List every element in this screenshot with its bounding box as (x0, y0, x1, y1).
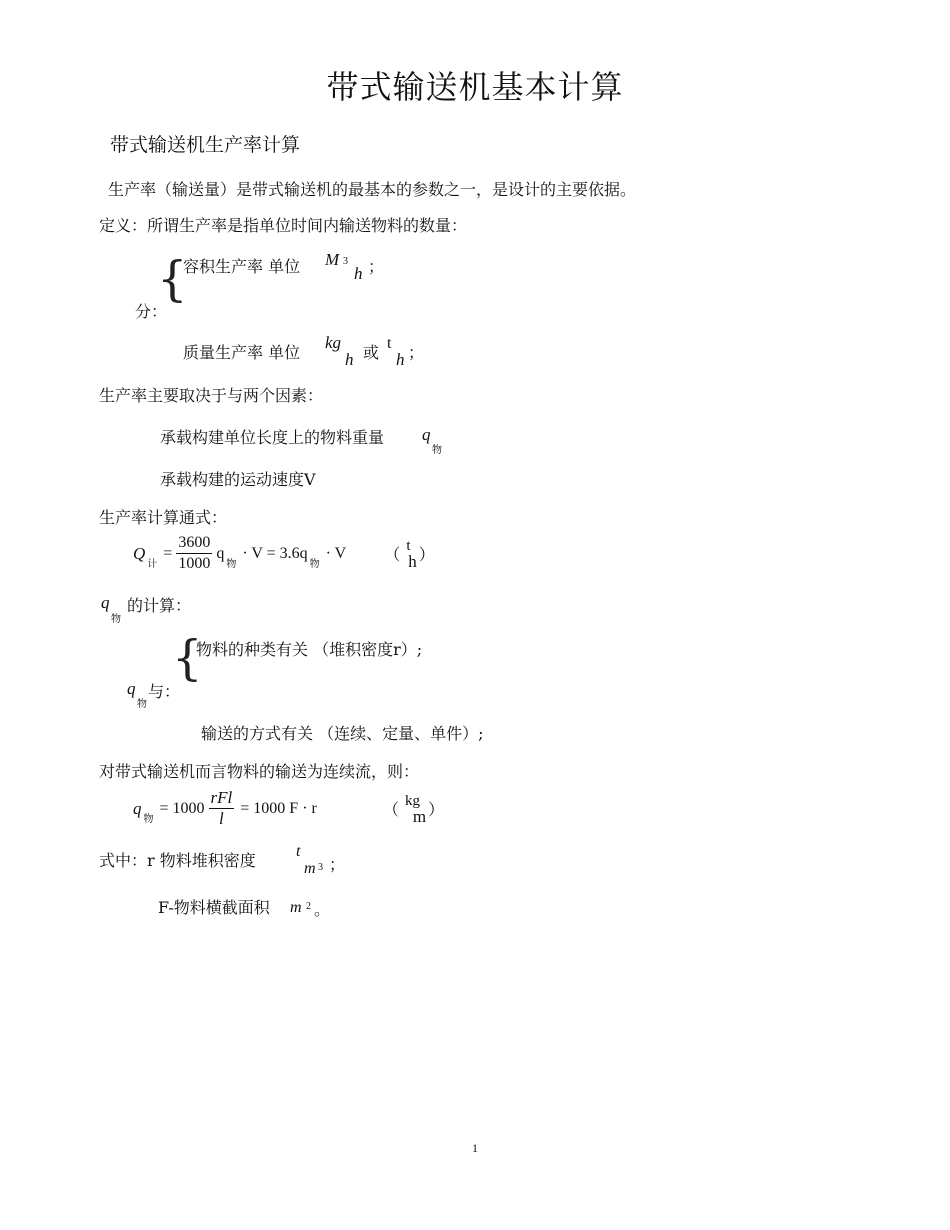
mass-unit-denominator: h (345, 350, 354, 369)
section-heading: 带式输送机生产率计算 (110, 134, 301, 156)
formula1-lhs-sub: 计 (147, 559, 158, 570)
qcalc-text: 的计算： (127, 596, 192, 615)
relation-symbol: q (127, 679, 136, 698)
cross-section-area-line: F-物料横截面积 (158, 898, 270, 917)
formula2-lhs-sub: 物 (143, 814, 154, 825)
formula2-fraction (209, 788, 235, 829)
classification-lead: 分： (135, 302, 168, 321)
factor-weight-symbol: q (422, 425, 431, 444)
page-number: 1 (472, 1141, 478, 1155)
formula1-unit-open: （ (384, 545, 401, 564)
classification-brace: { (157, 251, 188, 307)
qcalc-symbol: q (101, 593, 110, 612)
relation-subscript: 物 (137, 699, 147, 710)
mass-unit-numerator: kg (325, 333, 342, 352)
volume-rate-end: ； (368, 257, 385, 276)
formula1-middle: · V = 3.6q (242, 544, 308, 562)
formula2-eq2: = 1000 F · r (240, 799, 317, 817)
relation-brace: { (172, 630, 203, 686)
volume-rate-label: 容积生产率 单位 (183, 257, 301, 276)
factor-speed: 承载构建的运动速度V (160, 470, 316, 489)
formula1-unit-den: h (408, 551, 417, 571)
area-line-end: 。 (314, 900, 331, 919)
formula1-unit (400, 539, 417, 569)
formula1-q1-sub: 物 (226, 559, 237, 570)
formula1-lhs: Q (133, 543, 146, 563)
area-unit: m (290, 899, 302, 916)
formula2-unit-close: ） (428, 800, 445, 819)
formula1-q2-sub: 物 (309, 559, 320, 570)
formula1-eq: = (163, 544, 173, 562)
formula2-eq1: = 1000 (159, 799, 205, 817)
formula1-tail: · V (325, 544, 347, 562)
where-density-line: 式中：r 物料堆积密度 (99, 851, 256, 870)
mass-rate-label: 质量生产率 单位 (183, 343, 301, 362)
continuous-flow-line: 对带式输送机而言物料的输送为连续流，则： (99, 762, 420, 781)
density-line-end: ； (329, 855, 346, 874)
formula1-fraction (176, 533, 212, 574)
formula2-unit-open: （ (382, 800, 399, 819)
qcalc-subscript: 物 (111, 614, 121, 625)
formula2-numerator: rFl (210, 788, 233, 807)
mass-unit2-numerator: t (387, 335, 392, 352)
density-unit-numerator: t (296, 843, 301, 860)
density-unit-denominator: m (304, 860, 316, 877)
volume-unit-denominator: h (354, 264, 363, 283)
formula2-denominator: l (219, 809, 224, 828)
formula1-unit-close: ） (418, 545, 435, 564)
factors-intro: 生产率主要取决于与两个因素： (99, 386, 324, 405)
formula-throughput (133, 533, 435, 574)
definition-line: 定义：所谓生产率是指单位时间内输送物料的数量： (99, 216, 468, 235)
formula1-unit-num: t (406, 537, 411, 554)
page-title: 带式输送机基本计算 (326, 68, 624, 106)
mass-or: 或 (363, 343, 380, 362)
formula2-unit (399, 794, 426, 824)
volume-unit-numerator: M (325, 250, 340, 269)
formula2-lhs: q (133, 798, 142, 818)
general-formula-intro: 生产率计算通式： (99, 508, 228, 527)
formula2-unit-den: m (412, 806, 427, 826)
factor-weight-subscript: 物 (432, 445, 442, 456)
formula1-q1: q (216, 544, 225, 562)
intro-paragraph: 生产率（输送量）是带式输送机的最基本的参数之一，是设计的主要依据。 (108, 180, 637, 199)
relation-item-mode: 输送的方式有关 （连续、定量、单件）; (201, 724, 484, 743)
formula1-denominator: 1000 (178, 555, 211, 572)
area-unit-exponent: 2 (306, 901, 311, 912)
volume-unit-exponent: 3 (343, 256, 348, 267)
formula1-numerator: 3600 (176, 533, 212, 554)
relation-lead: 与： (148, 682, 181, 701)
density-unit-exponent: 3 (318, 862, 323, 873)
relation-item-type: 物料的种类有关 （堆积密度r）; (196, 640, 423, 659)
mass-rate-end: ； (408, 343, 425, 362)
formula2-unit-num: kg (404, 792, 420, 809)
factor-weight: 承载构建单位长度上的物料重量 (160, 428, 385, 447)
mass-unit2-denominator: h (396, 350, 405, 369)
formula-material-weight (133, 788, 444, 829)
